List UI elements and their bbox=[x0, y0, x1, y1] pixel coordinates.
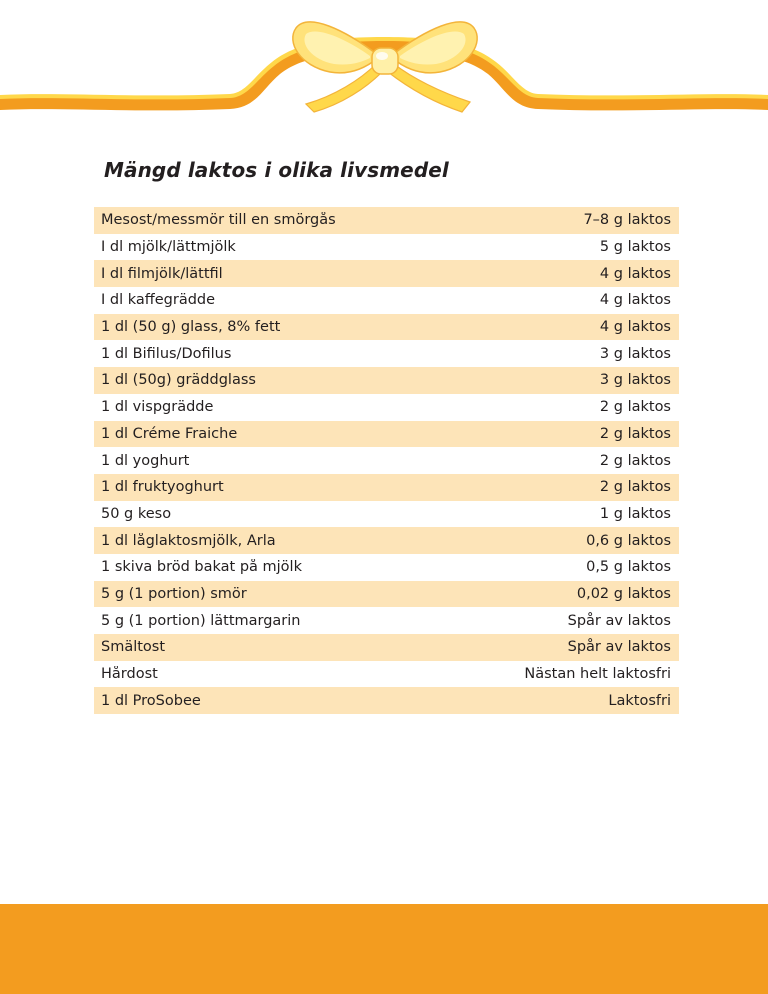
table-row bbox=[94, 501, 679, 528]
lactose-amount: Laktosfri bbox=[608, 692, 671, 709]
table-row bbox=[94, 554, 679, 581]
food-name: 1 dl fruktyoghurt bbox=[101, 479, 224, 496]
food-name: 1 dl Créme Fraiche bbox=[101, 425, 238, 442]
food-name: Smältost bbox=[101, 639, 166, 656]
table-row bbox=[94, 421, 679, 448]
table-row bbox=[94, 581, 679, 608]
food-name: 1 dl yoghurt bbox=[101, 452, 190, 469]
ribbon-bow-icon bbox=[0, 0, 768, 125]
lactose-amount: 0,5 g laktos bbox=[586, 559, 671, 576]
lactose-amount: 7–8 g laktos bbox=[583, 212, 671, 229]
lactose-amount: 4 g laktos bbox=[599, 265, 671, 282]
food-name: Mesost/messmör till en smörgås bbox=[101, 212, 336, 229]
lactose-amount: 2 g laktos bbox=[599, 425, 671, 442]
table-row bbox=[94, 527, 679, 554]
food-name: 50 g keso bbox=[101, 505, 172, 522]
lactose-amount: 2 g laktos bbox=[599, 479, 671, 496]
lactose-amount: 3 g laktos bbox=[599, 372, 671, 389]
food-name: 1 dl (50g) gräddglass bbox=[101, 372, 256, 389]
table-row bbox=[94, 634, 679, 661]
lactose-table bbox=[94, 207, 679, 714]
footer-bar bbox=[0, 904, 768, 994]
lactose-amount: Spår av laktos bbox=[567, 639, 671, 656]
table-row bbox=[94, 607, 679, 634]
food-name: 5 g (1 portion) lättmargarin bbox=[101, 612, 301, 629]
food-name: 5 g (1 portion) smör bbox=[101, 585, 247, 602]
table-row bbox=[94, 260, 679, 287]
lactose-amount: 4 g laktos bbox=[599, 319, 671, 336]
lactose-amount: 0,02 g laktos bbox=[576, 585, 671, 602]
lactose-amount: 0,6 g laktos bbox=[586, 532, 671, 549]
table-row bbox=[94, 661, 679, 688]
food-name: 1 dl vispgrädde bbox=[101, 399, 214, 416]
lactose-amount: 1 g laktos bbox=[599, 505, 671, 522]
food-name: 1 dl (50 g) glass, 8% fett bbox=[101, 319, 281, 336]
food-name: Hårdost bbox=[101, 666, 158, 683]
table-row bbox=[94, 394, 679, 421]
food-name: 1 dl Bifilus/Dofilus bbox=[101, 345, 232, 362]
page-title: Mängd laktos i olika livsmedel bbox=[104, 158, 449, 182]
table-row bbox=[94, 287, 679, 314]
food-name: 1 dl ProSobee bbox=[101, 692, 201, 709]
food-name: 1 dl låglaktosmjölk, Arla bbox=[101, 532, 276, 549]
table-row bbox=[94, 314, 679, 341]
table-row bbox=[94, 367, 679, 394]
food-name: I dl filmjölk/lättfil bbox=[101, 265, 223, 282]
table-row bbox=[94, 207, 679, 234]
table-row bbox=[94, 447, 679, 474]
table-row bbox=[94, 687, 679, 714]
lactose-amount: Nästan helt laktosfri bbox=[524, 666, 671, 683]
table-row bbox=[94, 474, 679, 501]
food-name: I dl mjölk/lättmjölk bbox=[101, 239, 236, 256]
lactose-amount: Spår av laktos bbox=[567, 612, 671, 629]
lactose-amount: 5 g laktos bbox=[599, 239, 671, 256]
table-row bbox=[94, 234, 679, 261]
lactose-amount: 2 g laktos bbox=[599, 399, 671, 416]
food-name: I dl kaffegrädde bbox=[101, 292, 216, 309]
lactose-amount: 2 g laktos bbox=[599, 452, 671, 469]
table-row bbox=[94, 340, 679, 367]
lactose-amount: 3 g laktos bbox=[599, 345, 671, 362]
food-name: 1 skiva bröd bakat på mjölk bbox=[101, 559, 302, 576]
lactose-amount: 4 g laktos bbox=[599, 292, 671, 309]
